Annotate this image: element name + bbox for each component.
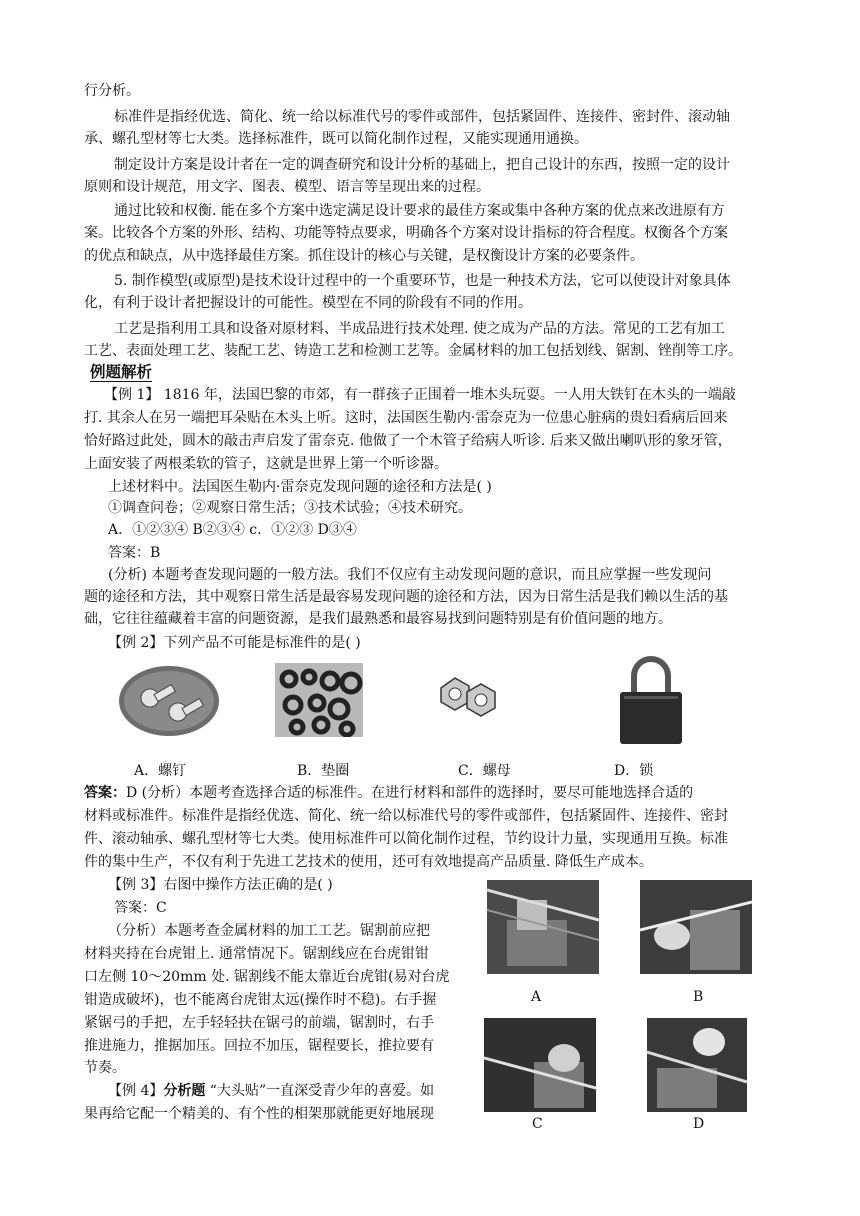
paragraph-line: 工艺是指利用工具和设备对原材料、半成品进行技术处理. 使之成为产品的方法。常见的工艺有加工 (114, 321, 725, 337)
sawing-photo-a (487, 880, 599, 974)
option-c-caption: C．螺母 (458, 763, 511, 779)
answer-text: D (分析）本题考查选择合适的标准件。在进行材料和部件的选择时，要尽可能地选择合适的 (126, 785, 694, 801)
example-1-options: ①调查问卷；②观察日常生活；③技术试验；④技术研究。 (108, 500, 472, 516)
paragraph-line: 行分析。 (84, 83, 140, 99)
figure-label-c: C (532, 1116, 543, 1132)
sawing-photo-d (647, 1018, 747, 1112)
example-3-analysis: （分析）本题考查金属材料的加工工艺。锯割前应把 (108, 923, 430, 939)
example-1-analysis: 础，它往往蕴藏着丰富的问题资源，是我们最熟悉和最容易找到问题特别是有价值问题的地方。 (84, 611, 672, 627)
example-4-line (108, 1080, 434, 1102)
lock-image (616, 654, 686, 746)
sawing-photo-b (640, 880, 752, 974)
paragraph-line: 通过比较和权衡. 能在多个方案中选定满足设计要求的最佳方案或集中各种方案的优点来改进原有方 (114, 203, 725, 219)
option-d-caption: D．锁 (614, 763, 654, 779)
example-3-analysis: 钳造成破坏)，也不能离台虎钳太远(操作时不稳)。右手握 (84, 992, 437, 1008)
screw-image (118, 664, 220, 738)
answer-label: 答案： (84, 785, 126, 801)
example-2-question: 【例 2】下列产品不可能是标准件的是( ) (108, 635, 361, 651)
paragraph-line: 标准件是指经优选、简化、统一给以标准代号的零件或部件，包括紧固件、连接件、密封件、滚动轴 (114, 109, 730, 125)
sawing-photo-c (484, 1018, 596, 1112)
example-2-analysis: 件的集中生产，不仅有利于先进工艺技术的使用，还可有效地提高产品质量. 降低生产成本。 (84, 854, 653, 870)
example-2-answer (84, 782, 693, 804)
paragraph-line: 承、螺孔型材等七大类。选择标准件，既可以简化制作过程，又能实现通用通换。 (84, 131, 588, 147)
figure-label-b: B (693, 989, 704, 1005)
example-1-answer: 答案：B (108, 545, 161, 561)
example-1-line: 上面安装了两根柔软的管子，这就是世界上第一个听诊器。 (84, 456, 448, 472)
example-1-question: 上述材料中。法国医生勒内·雷奈克发现问题的途径和方法是( ) (108, 479, 492, 495)
example-1-analysis: (分析) 本题考查发现问题的一般方法。我们不仅应有主动发现问题的意识，而且应掌握一些发现问 (108, 567, 712, 583)
example-3-analysis: 材料夹持在台虎钳上. 通常情况下。锯割线应在台虎钳钳 (84, 946, 429, 962)
option-b-caption: B．垫圈 (297, 763, 350, 779)
paragraph-line: 案。比较各个方案的外形、结构、功能等特点要求，明确各个方案对设计指标的符合程度。权衡各个方案 (84, 225, 728, 241)
example-3-analysis: 口左侧 10～20mm 处. 锯割线不能太靠近台虎钳(易对台虎 (84, 969, 450, 985)
example-1-line: 打. 其余人在另一端把耳朵贴在木头上听。这时，法国医生勒内·雷奈克为一位患心脏病的贵妇看病后回来 (84, 410, 728, 426)
paragraph-line: 工艺、表面处理工艺、装配工艺、铸造工艺和检测工艺等。金属材料的加工包括划线、锯割、锉削等工序。 (84, 343, 742, 359)
figure-label-d: D (693, 1116, 705, 1132)
example-2-analysis: 材料或标准件。标准件是指经优选、简化、统一给以标准代号的零件或部件，包括紧固件、连接件、密封 (84, 808, 728, 824)
section-title: 例题解析 (90, 363, 153, 381)
example-3-analysis: 紧锯弓的手把，左手轻轻扶在锯弓的前端，锯割时，右手 (84, 1015, 434, 1031)
washer-image (275, 663, 363, 737)
example-4-text: “大头贴”一直深受青少年的喜爱。如 (205, 1083, 435, 1099)
option-a-caption: A．螺钉 (134, 763, 187, 779)
example-1-line: 【例 1】 1816 年，法国巴黎的市郊，有一群孩子正围着一堆木头玩耍。一人用大铁钉在木头的一端敲 (104, 387, 736, 403)
example-3-analysis: 推进施力，推据加压。回拉不加压，锯程要长，推拉要有 (84, 1038, 434, 1054)
example-1-choices: A．①②③④ B②③④ c．①②③ D③④ (108, 522, 357, 538)
figure-label-a: A (531, 989, 542, 1005)
paragraph-line: 原则和设计规范，用文字、图表、模型、语言等呈现出来的过程。 (84, 179, 490, 195)
example-4-type: 分析题 (163, 1083, 206, 1099)
example-3-answer: 答案：C (114, 900, 167, 916)
example-4-tag: 【例 4】 (108, 1083, 164, 1099)
paragraph-line: 5. 制作模型(或原型)是技术设计过程中的一个重要环节，也是一种技术方法，它可以使设计对象具体 (114, 273, 731, 289)
paragraph-line: 的优点和缺点，从中选择最佳方案。抓住设计的核心与关键，是权衡设计方案的必要条件。 (84, 248, 644, 264)
example-2-analysis: 件、滚动轴承、螺孔型材等七大类。使用标准件可以简化制作过程，节约设计力量，实现通用互换。标准 (84, 831, 728, 847)
paragraph-line: 制定设计方案是设计者在一定的调查研究和设计分析的基础上，把自己设计的东西，按照一定的设计 (114, 157, 730, 173)
example-3-analysis: 节奏。 (84, 1060, 126, 1076)
example-4-line: 果再给它配一个精美的、有个性的相架那就能更好地展现 (84, 1106, 434, 1122)
paragraph-line: 化，有利于设计者把握设计的可能性。模型在不同的阶段有不同的作用。 (84, 295, 532, 311)
example-1-analysis: 题的途径和方法，其中观察日常生活是最容易发现问题的途径和方法，因为日常生活是我们赖以生活的基 (84, 589, 728, 605)
nut-image (433, 666, 507, 732)
example-3-question: 【例 3】右图中操作方法正确的是( ) (108, 877, 333, 893)
example-1-line: 恰好路过此处，圆木的敲击声启发了雷奈克. 他做了一个木管子给病人听诊. 后来又做出喇叭形的象牙管， (84, 433, 732, 449)
